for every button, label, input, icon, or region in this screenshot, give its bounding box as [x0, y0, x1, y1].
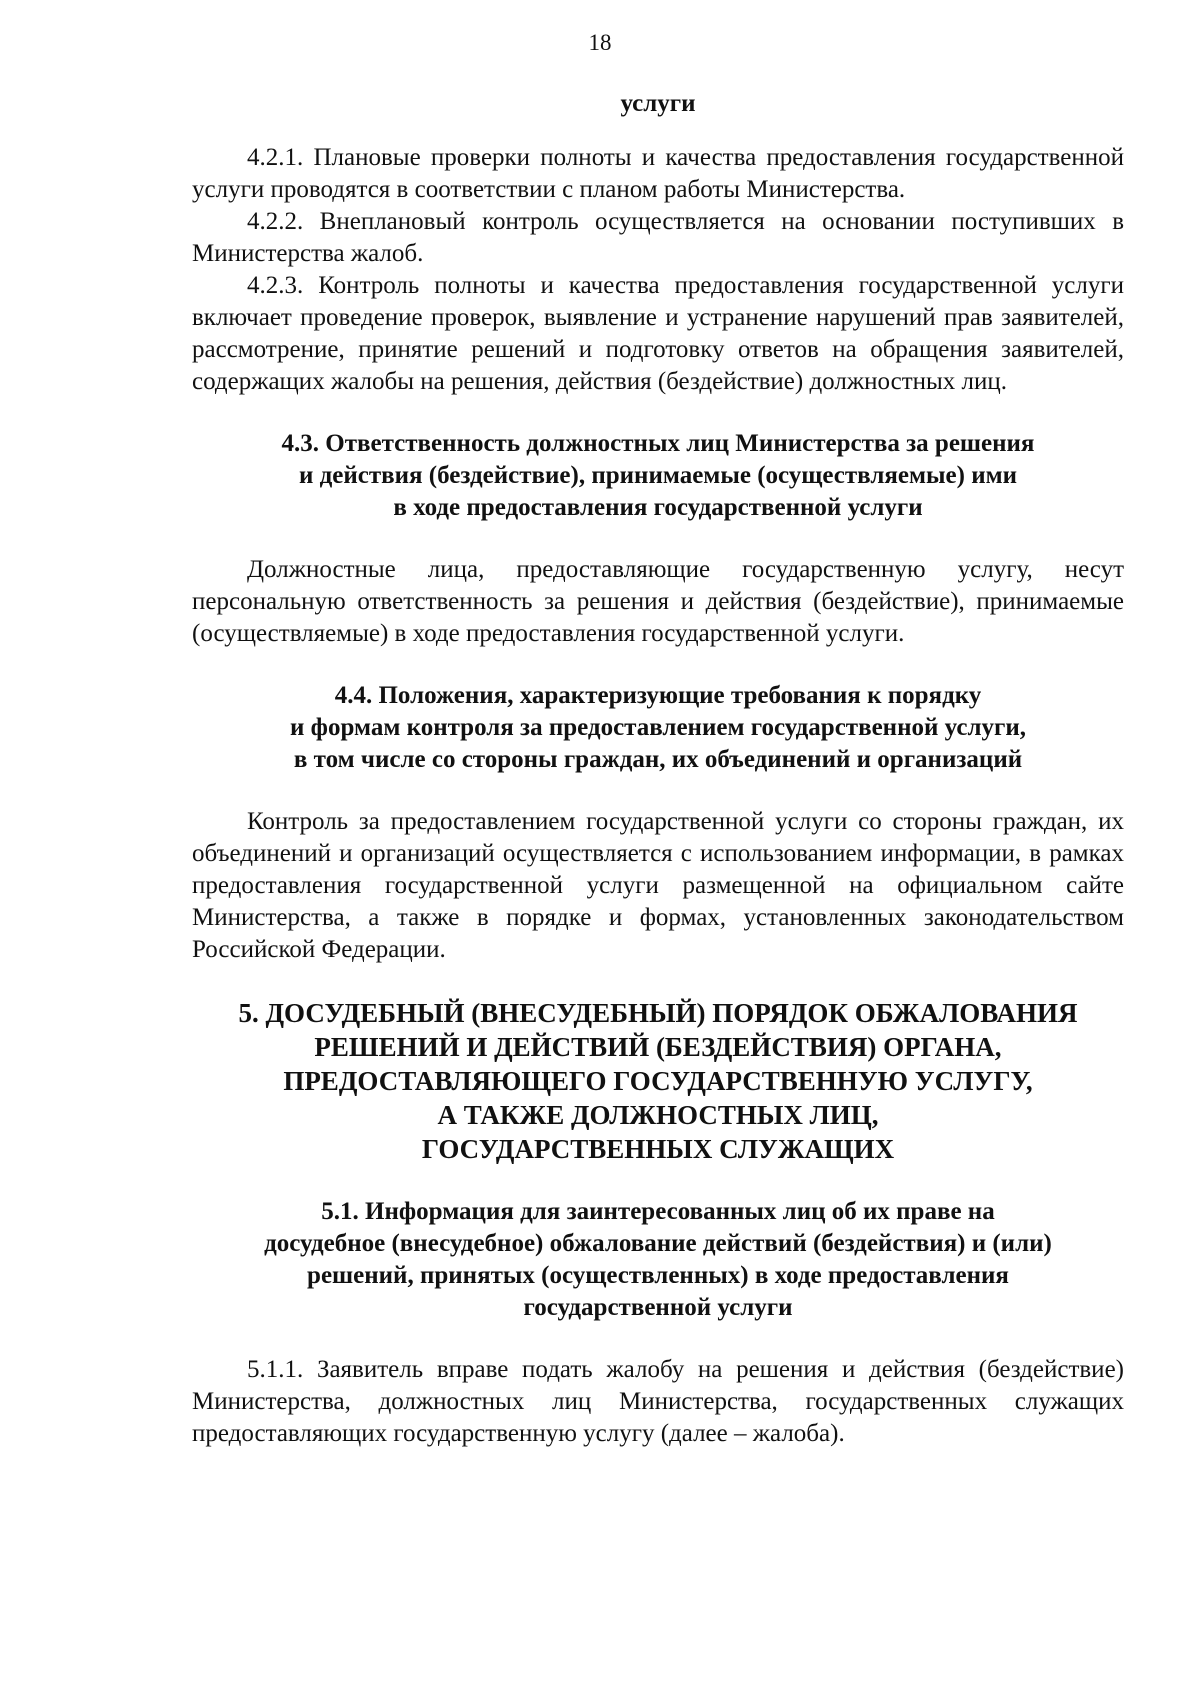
page-number: 18 [588, 30, 612, 55]
section-4-3-heading [192, 428, 1124, 524]
document-body [192, 88, 1124, 1450]
heading-line: и действия (бездействие), принимаемые (осуществляемые) ими [298, 462, 1018, 489]
heading-line: ГОСУДАРСТВЕННЫХ СЛУЖАЩИХ [421, 1134, 895, 1164]
section-5-1-heading [192, 1196, 1124, 1324]
paragraph-5-1-1: 5.1.1. Заявитель вправе подать жалобу на решения и действия (бездействие) Министерства, должностных лиц Министерства, государственных служащих предоставляющих государственную услугу (далее – жалоба). [192, 1356, 1124, 1447]
paragraph-4-2-1: 4.2.1. Плановые проверки полноты и качества предоставления государственной услуги проводятся в соответствии с планом работы Министерства. [192, 144, 1124, 203]
heading-line: государственной услуги [523, 1294, 793, 1321]
section-4-4-text: Контроль за предоставлением государственной услуги со стороны граждан, их объединений и организаций осуществляется с использованием информации, в рамках предоставления государственной услуги размещенной на официальном сайте Министерства, а также в порядке и формах, установленных законодательством Российской Федерации. [192, 808, 1124, 963]
heading-line: 5.1. Информация для заинтересованных лиц об их праве на [321, 1198, 995, 1225]
section-4-4-heading [192, 680, 1124, 776]
heading-line: в ходе предоставления государственной услуги [393, 494, 923, 521]
heading-line: досудебное (внесудебное) обжалование действий (бездействия) и (или) [264, 1230, 1052, 1257]
paragraph-4-2-2: 4.2.2. Внеплановый контроль осуществляется на основании поступивших в Министерства жалоб. [192, 208, 1124, 267]
heading-line: и формам контроля за предоставлением государственной услуги, [290, 714, 1026, 741]
heading-line: ПРЕДОСТАВЛЯЮЩЕГО ГОСУДАРСТВЕННУЮ УСЛУГУ, [283, 1066, 1033, 1096]
heading-line: А ТАКЖЕ ДОЛЖНОСТНЫХ ЛИЦ, [437, 1100, 879, 1130]
paragraph-4-2-3: 4.2.3. Контроль полноты и качества предоставления государственной услуги включает проведение проверок, выявление и устранение нарушений прав заявителей, рассмотрение, принятие решений и подготовку ответов на обращения заявителей, содержащих жалобы на решения, действия (бездействие) должностных лиц. [192, 272, 1124, 395]
heading-line: в том числе со стороны граждан, их объединений и организаций [293, 746, 1023, 773]
heading-line: 5. ДОСУДЕБНЫЙ (ВНЕСУДЕБНЫЙ) ПОРЯДОК ОБЖАЛОВАНИЯ [238, 998, 1078, 1028]
heading-line: решений, принятых (осуществленных) в ходе предоставления [307, 1262, 1009, 1289]
section-4-2-heading-tail: услуги [620, 90, 696, 117]
heading-line: 4.4. Положения, характеризующие требования к порядку [334, 682, 982, 709]
heading-line: РЕШЕНИЙ И ДЕЙСТВИЙ (БЕЗДЕЙСТВИЯ) ОРГАНА, [314, 1032, 1002, 1062]
heading-line: 4.3. Ответственность должностных лиц Министерства за решения [281, 430, 1035, 457]
section-4-3-text: Должностные лица, предоставляющие государственную услугу, несут персональную ответственность за решения и действия (бездействие), принимаемые (осуществляемые) в ходе предоставления государственной услуги. [192, 556, 1124, 647]
section-5-heading [192, 996, 1124, 1166]
